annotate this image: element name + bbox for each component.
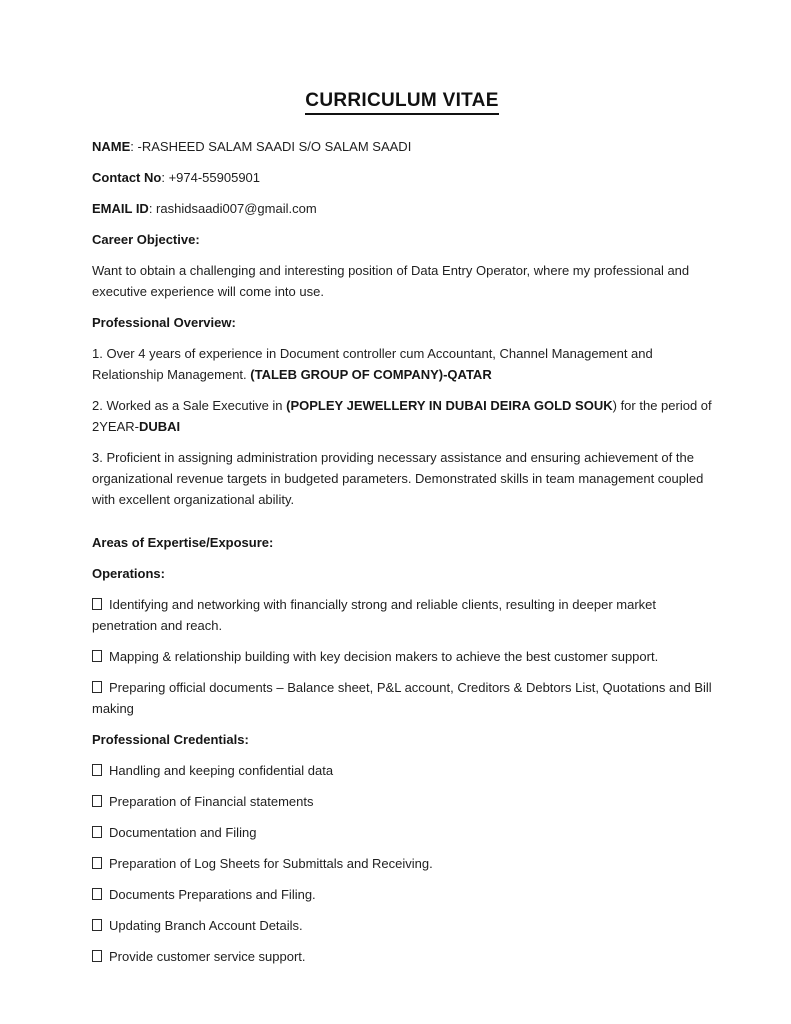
overview-item-2-text-pre: 2. Worked as a Sale Executive in [92,398,287,413]
overview-item-2 [92,395,712,437]
bullet-text: Provide customer service support. [109,949,306,964]
overview-item-2-bold-company: (POPLEY JEWELLERY IN DUBAI DEIRA GOLD SOUK [286,398,613,413]
credentials-bullet-item [92,946,712,967]
overview-item-1 [92,343,712,385]
operations-bullet-item [92,646,712,667]
title-container [92,90,712,115]
bullet-text: Updating Branch Account Details. [109,918,303,933]
operations-bullet-item [92,594,712,636]
credentials-bullet-item [92,915,712,936]
email-field-label: EMAIL ID [92,201,149,216]
bullet-text: Identifying and networking with financially strong and reliable clients, resulting in deeper market penetration and reach. [92,597,657,633]
expertise-heading: Areas of Expertise/Exposure: [92,535,274,550]
professional-overview-heading: Professional Overview: [92,315,236,330]
checkbox-bullet-icon [92,795,102,807]
overview-item-3: 3. Proficient in assigning administration providing necessary assistance and ensuring achievement of the organizational revenue targets in budgeted parameters. Demonstrated skills in team management coupled with excellent organizational ability. [92,450,704,507]
checkbox-bullet-icon [92,919,102,931]
career-objective-body: Want to obtain a challenging and interesting position of Data Entry Operator, where my professional and executive experience will come into use. [92,263,690,299]
contact-field-label: Contact No [92,170,162,185]
bullet-text: Handling and keeping confidential data [109,763,334,778]
bullet-text: Preparation of Financial statements [109,794,314,809]
credentials-bullet-item [92,884,712,905]
checkbox-bullet-icon [92,650,102,662]
overview-item-2-text-mid: ) for the period of 2YEAR- [92,398,712,434]
credentials-bullet-item [92,791,712,812]
name-field-value: : -RASHEED SALAM SAADI S/O SALAM SAADI [130,139,412,154]
operations-bullet-item [92,677,712,719]
credentials-bullet-item [92,822,712,843]
credentials-bullet-item [92,853,712,874]
name-field-label: NAME [92,139,131,154]
checkbox-bullet-icon [92,681,102,693]
overview-item-1-bold-text: (TALEB GROUP OF COMPANY)-QATAR [250,367,492,382]
credentials-heading: Professional Credentials: [92,732,249,747]
contact-field [92,167,712,188]
checkbox-bullet-icon [92,598,102,610]
bullet-text: Documentation and Filing [109,825,257,840]
checkbox-bullet-icon [92,826,102,838]
bullet-text: Preparation of Log Sheets for Submittals and Receiving. [109,856,433,871]
bullet-text: Documents Preparations and Filing. [109,887,316,902]
credentials-bullet-item [92,760,712,781]
checkbox-bullet-icon [92,764,102,776]
career-objective-heading: Career Objective: [92,232,200,247]
bullet-text: Mapping & relationship building with key decision makers to achieve the best customer support. [109,649,659,664]
page-title: CURRICULUM VITAE [305,90,498,115]
operations-heading: Operations: [92,566,165,581]
email-field-value: : rashidsaadi007@gmail.com [148,201,317,216]
name-field [92,136,712,157]
checkbox-bullet-icon [92,888,102,900]
checkbox-bullet-icon [92,857,102,869]
contact-field-value: : +974-55905901 [161,170,261,185]
bullet-text: Preparing official documents – Balance sheet, P&L account, Creditors & Debtors List, Quotations and Bill making [92,680,712,716]
overview-item-1-text: 1. Over 4 years of experience in Document controller cum Accountant, Channel Management and Relationship Management. [92,346,653,382]
checkbox-bullet-icon [92,950,102,962]
overview-item-2-bold-location: DUBAI [138,419,181,434]
email-field [92,198,712,219]
